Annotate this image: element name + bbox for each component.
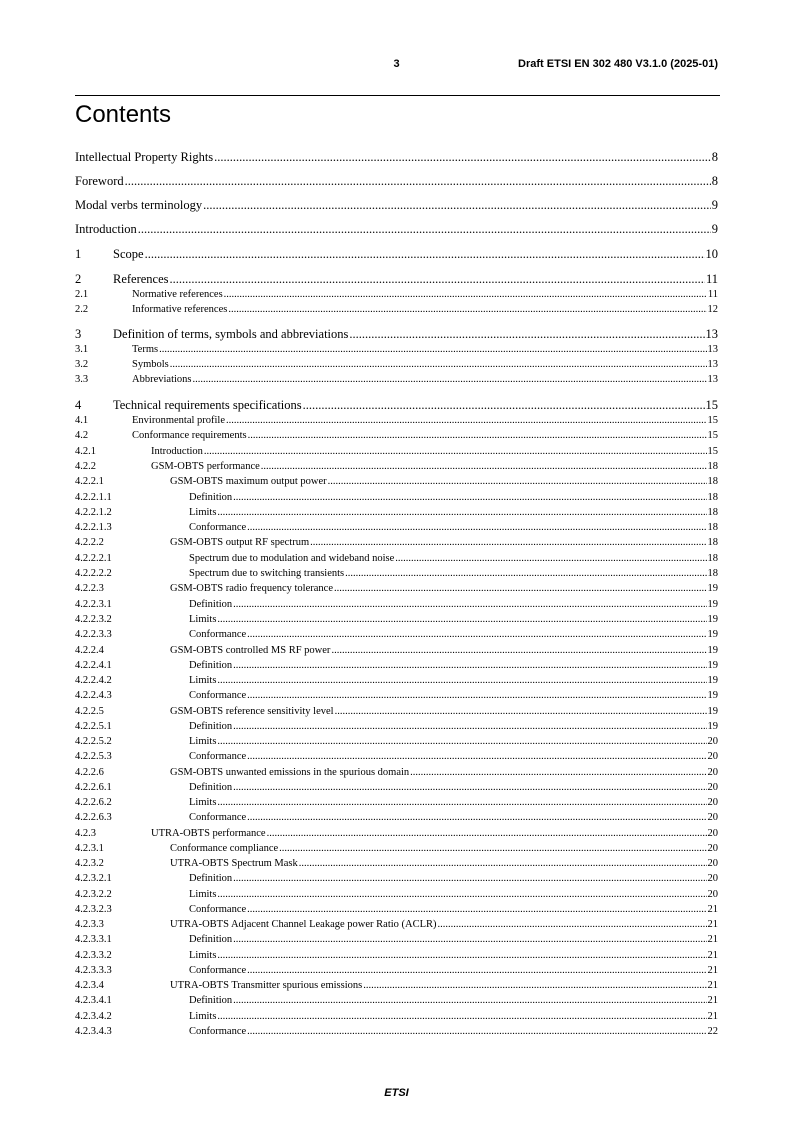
toc-entry[interactable]: [75, 690, 718, 701]
toc-entry-page: 20: [707, 751, 718, 762]
toc-entry-title: GSM-OBTS output RF spectrum: [170, 537, 310, 548]
dot-leader: [233, 660, 706, 671]
toc-entry-page: 18: [707, 568, 718, 579]
dot-leader: [217, 675, 706, 686]
toc-entry-page: 20: [707, 797, 718, 808]
toc-entry-number: 4.2: [75, 430, 89, 441]
toc-entry-page: 15: [707, 415, 718, 426]
toc-entry-title: GSM-OBTS unwanted emissions in the spurious domain: [170, 767, 410, 778]
toc-entry-number: 4.2.2.5.1: [75, 721, 112, 732]
toc-entry-number: 4.2.2.2.2: [75, 568, 112, 579]
toc-entry-number: 3: [75, 327, 82, 341]
toc-entry[interactable]: [75, 721, 718, 732]
toc-entry[interactable]: [75, 198, 718, 213]
toc-entry-page: 20: [707, 858, 718, 869]
toc-entry[interactable]: [75, 150, 718, 165]
toc-entry-page: 19: [707, 614, 718, 625]
toc-entry-page: 13: [705, 327, 718, 341]
toc-entry-title: References: [113, 272, 169, 286]
toc-entry-title: Limits: [189, 797, 217, 808]
toc-entry-page: 20: [707, 828, 718, 839]
toc-entry-page: 20: [707, 767, 718, 778]
toc-entry-title: Environmental profile: [132, 415, 226, 426]
footer-etsi: ETSI: [384, 1087, 409, 1099]
toc-entry[interactable]: [75, 614, 718, 625]
toc-entry-page: 21: [707, 1011, 718, 1022]
toc-entry-number: 4.1: [75, 415, 89, 426]
toc-entry-page: 20: [707, 782, 718, 793]
table-of-contents: [75, 0, 718, 1122]
toc-entry-page: 13: [707, 374, 718, 385]
toc-entry[interactable]: [75, 537, 718, 548]
dot-leader: [233, 873, 706, 884]
toc-entry[interactable]: [75, 919, 718, 930]
toc-entry-number: 4.2.3: [75, 828, 96, 839]
toc-entry[interactable]: [75, 492, 718, 503]
dot-leader: [203, 198, 711, 213]
toc-entry[interactable]: [75, 344, 718, 355]
toc-entry[interactable]: [75, 446, 718, 457]
toc-entry-number: 4.2.2.2: [75, 537, 104, 548]
dot-leader: [335, 706, 707, 717]
toc-entry-page: 19: [707, 629, 718, 640]
toc-entry-title: GSM-OBTS radio frequency tolerance: [170, 583, 333, 594]
toc-entry-title: GSM-OBTS maximum output power: [170, 476, 327, 487]
toc-entry[interactable]: [75, 995, 718, 1006]
toc-entry-number: 4.2.2.1.3: [75, 522, 112, 533]
toc-entry-title: Modal verbs terminology: [75, 198, 203, 212]
toc-entry[interactable]: [75, 629, 718, 640]
toc-entry-title: Conformance: [189, 904, 247, 915]
toc-entry-title: UTRA-OBTS Transmitter spurious emissions: [170, 980, 363, 991]
toc-entry-page: 20: [707, 736, 718, 747]
toc-entry-title: Spectrum due to switching transients: [189, 568, 345, 579]
dot-leader: [233, 995, 706, 1006]
toc-entry-title: Scope: [113, 247, 144, 261]
toc-entry-number: 4.2.2.3.3: [75, 629, 112, 640]
toc-entry[interactable]: [75, 843, 718, 854]
toc-entry-page: 20: [707, 812, 718, 823]
toc-entry-title: Limits: [189, 675, 217, 686]
toc-entry-page: 18: [707, 553, 718, 564]
toc-entry-title: Definition: [189, 721, 233, 732]
toc-entry[interactable]: [75, 873, 718, 884]
toc-entry-page: 15: [705, 398, 718, 412]
dot-leader: [217, 950, 706, 961]
toc-entry-page: 18: [707, 507, 718, 518]
dot-leader: [233, 782, 706, 793]
dot-leader: [217, 736, 706, 747]
toc-entry-page: 11: [707, 289, 718, 300]
dot-leader: [247, 751, 706, 762]
toc-entry-page: 15: [707, 446, 718, 457]
toc-entry-title: Spectrum due to modulation and wideband noise: [189, 553, 395, 564]
dot-leader: [299, 858, 707, 869]
toc-entry-page: 18: [707, 476, 718, 487]
toc-entry-number: 3.1: [75, 344, 89, 355]
dot-leader: [217, 1011, 706, 1022]
toc-entry[interactable]: [75, 272, 718, 287]
dot-leader: [303, 398, 705, 413]
toc-entry-title: Limits: [189, 1011, 217, 1022]
toc-entry-page: 19: [707, 645, 718, 656]
toc-entry[interactable]: [75, 222, 718, 237]
toc-entry-page: 19: [707, 690, 718, 701]
dot-leader: [247, 965, 706, 976]
toc-entry-number: 4.2.2.5: [75, 706, 104, 717]
toc-entry[interactable]: [75, 675, 718, 686]
toc-entry-page: 20: [707, 843, 718, 854]
dot-leader: [247, 690, 706, 701]
toc-entry-number: 4.2.3.2.2: [75, 889, 112, 900]
toc-entry-title: Conformance: [189, 629, 247, 640]
toc-entry[interactable]: [75, 568, 718, 579]
toc-entry-number: 3.3: [75, 374, 89, 385]
toc-entry[interactable]: [75, 736, 718, 747]
dot-leader: [233, 934, 706, 945]
toc-entry[interactable]: [75, 247, 718, 262]
toc-entry-number: 4.2.2.2.1: [75, 553, 112, 564]
toc-entry[interactable]: [75, 934, 718, 945]
toc-entry[interactable]: [75, 751, 718, 762]
toc-entry[interactable]: [75, 522, 718, 533]
toc-entry-title: Symbols: [132, 359, 169, 370]
dot-leader: [217, 889, 706, 900]
toc-entry[interactable]: [75, 645, 718, 656]
toc-entry-page: 21: [707, 919, 718, 930]
toc-entry-page: 19: [707, 721, 718, 732]
toc-entry[interactable]: [75, 289, 718, 300]
dot-leader: [125, 174, 711, 189]
toc-entry-page: 19: [707, 706, 718, 717]
toc-entry-page: 15: [707, 430, 718, 441]
toc-entry[interactable]: [75, 858, 718, 869]
toc-entry[interactable]: [75, 476, 718, 487]
toc-entry[interactable]: [75, 980, 718, 991]
toc-entry-page: 20: [707, 873, 718, 884]
page-title: Contents: [75, 101, 172, 128]
toc-entry-number: 4.2.2.3: [75, 583, 104, 594]
toc-entry-page: 21: [707, 934, 718, 945]
dot-leader: [170, 359, 707, 370]
toc-entry-title: Limits: [189, 614, 217, 625]
toc-entry[interactable]: [75, 797, 718, 808]
dot-leader: [349, 327, 704, 342]
toc-entry[interactable]: [75, 706, 718, 717]
toc-entry[interactable]: [75, 950, 718, 961]
toc-entry[interactable]: [75, 430, 718, 441]
toc-entry-number: 4.2.3.4.1: [75, 995, 112, 1006]
dot-leader: [331, 645, 706, 656]
dot-leader: [247, 812, 706, 823]
toc-entry-number: 3.2: [75, 359, 89, 370]
toc-entry[interactable]: [75, 461, 718, 472]
dot-leader: [204, 446, 707, 457]
dot-leader: [247, 629, 706, 640]
toc-entry-page: 20: [707, 889, 718, 900]
dot-leader: [226, 415, 706, 426]
toc-entry-title: Definition: [189, 782, 233, 793]
toc-entry[interactable]: [75, 304, 718, 315]
toc-entry-number: 2: [75, 272, 82, 286]
toc-entry-page: 21: [707, 980, 718, 991]
toc-entry-number: 4.2.2.4: [75, 645, 104, 656]
toc-entry-number: 4.2.2.1: [75, 476, 104, 487]
toc-entry-number: 4.2.2.6.3: [75, 812, 112, 823]
toc-entry-title: Definition: [189, 873, 233, 884]
toc-entry-page: 13: [707, 344, 718, 355]
toc-entry-number: 4.2.1: [75, 446, 96, 457]
toc-entry-page: 18: [707, 522, 718, 533]
toc-entry-number: 4.2.2.5.3: [75, 751, 112, 762]
toc-entry-number: 4.2.2.1.1: [75, 492, 112, 503]
dot-leader: [363, 980, 706, 991]
toc-entry-title: Conformance: [189, 965, 247, 976]
toc-entry-number: 4.2.3.4: [75, 980, 104, 991]
toc-entry[interactable]: [75, 327, 718, 342]
toc-entry-number: 4.2.3.3: [75, 919, 104, 930]
toc-entry-title: Conformance: [189, 1026, 247, 1037]
toc-entry-page: 19: [707, 660, 718, 671]
dot-leader: [214, 150, 711, 165]
toc-entry[interactable]: [75, 359, 718, 370]
toc-entry-page: 21: [707, 904, 718, 915]
toc-entry-page: 19: [707, 599, 718, 610]
dot-leader: [193, 374, 707, 385]
document-id: Draft ETSI EN 302 480 V3.1.0 (2025-01): [518, 58, 718, 70]
toc-entry-title: Introduction: [75, 222, 137, 236]
toc-entry-title: UTRA-OBTS performance: [151, 828, 266, 839]
dot-leader: [247, 522, 706, 533]
toc-entry-number: 4.2.3.3.3: [75, 965, 112, 976]
toc-entry[interactable]: [75, 374, 718, 385]
toc-entry[interactable]: [75, 553, 718, 564]
toc-entry[interactable]: [75, 398, 718, 413]
toc-entry-title: Abbreviations: [132, 374, 192, 385]
dot-leader: [328, 476, 707, 487]
toc-entry-number: 4.2.3.2: [75, 858, 104, 869]
toc-entry-number: 4.2.2.6: [75, 767, 104, 778]
toc-entry-page: 18: [707, 537, 718, 548]
toc-entry-title: Limits: [189, 507, 217, 518]
dot-leader: [170, 272, 705, 287]
toc-entry-title: Conformance requirements: [132, 430, 247, 441]
toc-entry[interactable]: [75, 1026, 718, 1037]
toc-entry-title: Definition: [189, 492, 233, 503]
toc-entry-number: 4.2.3.2.1: [75, 873, 112, 884]
dot-leader: [247, 1026, 706, 1037]
toc-entry-title: Definition: [189, 995, 233, 1006]
dot-leader: [228, 304, 706, 315]
toc-entry-title: Conformance: [189, 522, 247, 533]
toc-entry-title: Limits: [189, 889, 217, 900]
toc-entry-title: Limits: [189, 736, 217, 747]
toc-entry-title: Technical requirements specifications: [113, 398, 302, 412]
toc-entry[interactable]: [75, 904, 718, 915]
toc-entry-page: 13: [707, 359, 718, 370]
toc-entry-number: 4.2.2.3.2: [75, 614, 112, 625]
page-number: 3: [393, 58, 400, 70]
toc-entry[interactable]: [75, 782, 718, 793]
toc-entry-title: Normative references: [132, 289, 223, 300]
toc-entry-page: 18: [707, 492, 718, 503]
toc-entry-page: 19: [707, 583, 718, 594]
toc-entry-number: 4.2.3.2.3: [75, 904, 112, 915]
toc-entry-page: 22: [707, 1026, 718, 1037]
toc-entry-page: 10: [705, 247, 718, 261]
toc-entry-title: Conformance: [189, 751, 247, 762]
toc-entry-number: 4.2.3.4.3: [75, 1026, 112, 1037]
toc-entry-title: GSM-OBTS performance: [151, 461, 260, 472]
toc-entry-page: 21: [707, 995, 718, 1006]
toc-entry[interactable]: [75, 583, 718, 594]
toc-entry-page: 8: [711, 174, 718, 188]
toc-entry[interactable]: [75, 767, 718, 778]
toc-entry-title: Definition of terms, symbols and abbreviations: [113, 327, 349, 341]
toc-entry-number: 4.2.2.6.1: [75, 782, 112, 793]
toc-entry-title: Limits: [189, 950, 217, 961]
toc-entry-title: GSM-OBTS reference sensitivity level: [170, 706, 334, 717]
dot-leader: [279, 843, 706, 854]
toc-entry-number: 4.2.3.4.2: [75, 1011, 112, 1022]
dot-leader: [217, 614, 706, 625]
toc-entry[interactable]: [75, 889, 718, 900]
toc-entry-page: 9: [711, 222, 718, 236]
toc-entry-number: 4.2.2.1.2: [75, 507, 112, 518]
toc-entry-number: 1: [75, 247, 82, 261]
toc-entry-number: 2.1: [75, 289, 89, 300]
toc-entry-page: 11: [705, 272, 718, 286]
toc-entry-title: Conformance: [189, 690, 247, 701]
dot-leader: [261, 461, 707, 472]
toc-entry-title: GSM-OBTS controlled MS RF power: [170, 645, 331, 656]
toc-entry-title: UTRA-OBTS Spectrum Mask: [170, 858, 298, 869]
toc-entry-page: 21: [707, 950, 718, 961]
toc-entry-title: Definition: [189, 660, 233, 671]
dot-leader: [267, 828, 707, 839]
toc-entry-number: 4.2.2.4.1: [75, 660, 112, 671]
toc-entry[interactable]: [75, 660, 718, 671]
toc-entry-page: 21: [707, 965, 718, 976]
toc-entry-number: 4.2.3.1: [75, 843, 104, 854]
toc-entry-title: Definition: [189, 599, 233, 610]
toc-entry-title: UTRA-OBTS Adjacent Channel Leakage power Ratio (ACLR): [170, 919, 437, 930]
dot-leader: [310, 537, 706, 548]
toc-entry-title: Conformance: [189, 812, 247, 823]
dot-leader: [247, 904, 706, 915]
dot-leader: [410, 767, 706, 778]
dot-leader: [233, 599, 706, 610]
toc-entry[interactable]: [75, 507, 718, 518]
toc-entry[interactable]: [75, 415, 718, 426]
toc-entry-page: 12: [707, 304, 718, 315]
toc-entry-title: Informative references: [132, 304, 228, 315]
toc-entry-title: Introduction: [151, 446, 203, 457]
toc-entry-page: 18: [707, 461, 718, 472]
dot-leader: [145, 247, 705, 262]
toc-entry-number: 4.2.2: [75, 461, 96, 472]
toc-entry-title: Definition: [189, 934, 233, 945]
dot-leader: [138, 222, 711, 237]
toc-entry-number: 4.2.2.6.2: [75, 797, 112, 808]
toc-entry-number: 4.2.2.4.3: [75, 690, 112, 701]
toc-entry[interactable]: [75, 812, 718, 823]
dot-leader: [159, 344, 706, 355]
toc-entry-title: Intellectual Property Rights: [75, 150, 214, 164]
toc-entry-title: Terms: [132, 344, 159, 355]
dot-leader: [334, 583, 707, 594]
toc-entry-page: 19: [707, 675, 718, 686]
toc-entry-title: Foreword: [75, 174, 124, 188]
toc-entry-number: 4.2.3.3.1: [75, 934, 112, 945]
toc-entry-number: 4.2.2.3.1: [75, 599, 112, 610]
toc-entry[interactable]: [75, 965, 718, 976]
toc-entry[interactable]: [75, 1011, 718, 1022]
dot-leader: [345, 568, 706, 579]
toc-entry-page: 9: [711, 198, 718, 212]
toc-entry[interactable]: [75, 174, 718, 189]
toc-entry-title: Conformance compliance: [170, 843, 279, 854]
toc-entry-page: 8: [711, 150, 718, 164]
toc-entry[interactable]: [75, 828, 718, 839]
toc-entry-number: 4.2.3.3.2: [75, 950, 112, 961]
dot-leader: [233, 492, 706, 503]
toc-entry-number: 2.2: [75, 304, 89, 315]
dot-leader: [224, 289, 707, 300]
dot-leader: [233, 721, 706, 732]
toc-entry-number: 4.2.2.5.2: [75, 736, 112, 747]
dot-leader: [395, 553, 706, 564]
dot-leader: [217, 507, 706, 518]
dot-leader: [248, 430, 707, 441]
dot-leader: [438, 919, 707, 930]
dot-leader: [217, 797, 706, 808]
toc-entry[interactable]: [75, 599, 718, 610]
toc-entry-number: 4.2.2.4.2: [75, 675, 112, 686]
toc-entry-number: 4: [75, 398, 82, 412]
